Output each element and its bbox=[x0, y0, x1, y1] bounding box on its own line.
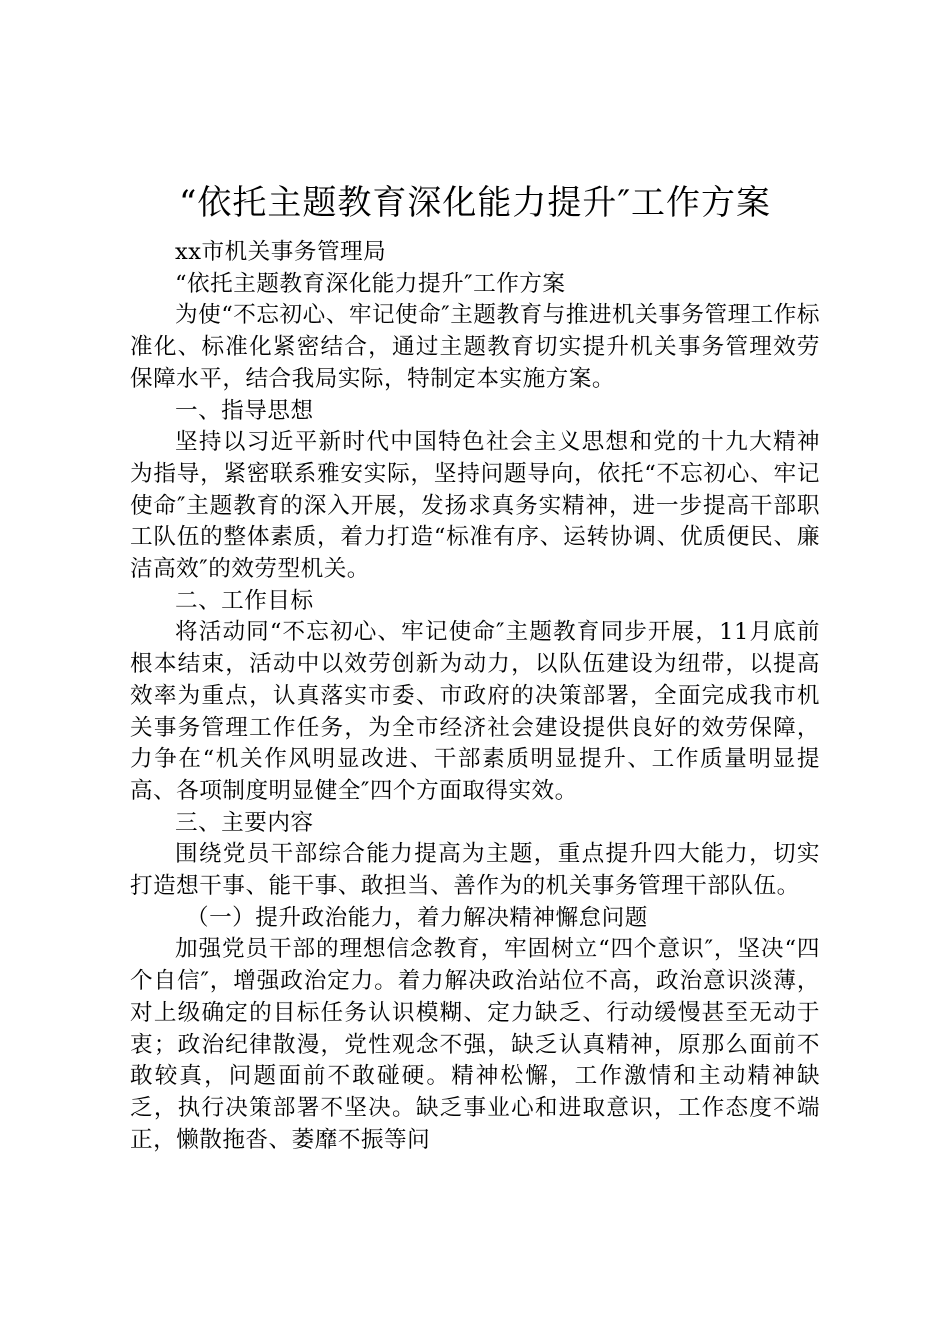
subsection-heading-political-ability: （一）提升政治能力，着力解决精神懈怠问题 bbox=[186, 904, 648, 931]
document-title: “依托主题教育深化能力提升″工作方案 bbox=[178, 183, 772, 223]
main-content-paragraph: 围绕党员干部综合能力提高为主题，重点提升四大能力，切实打造想干事、能干事、敢担当、善作为的机关事务管理干部队伍。 bbox=[130, 841, 820, 900]
guiding-ideology-paragraph: 坚持以习近平新时代中国特色社会主义思想和党的十九大精神为指导，紧密联系雅安实际，坚持问题导向，依托“不忘初心、牢记使命″主题教育的深入开展，发扬求真务实精神，进一步提高干部职工队伍的整体素质，着力打造“标准有序、运转协调、优质便民、廉洁高效″的效劳型机关。 bbox=[130, 429, 820, 583]
section-heading-guiding-ideology: 一、指导思想 bbox=[175, 397, 314, 424]
work-goals-paragraph: 将活动同“不忘初心、牢记使命″主题教育同步开展，11月底前根本结束，活动中以效劳创新为动力，以队伍建设为纽带，以提高效率为重点，认真落实市委、市政府的决策部署，全面完成我市机关事务管理工作任务，为全市经济社会建设提供良好的效劳保障，力争在“机关作风明显改进、干部素质明显提升、工作质量明显提高、各项制度明显健全″四个方面取得实效。 bbox=[130, 619, 820, 804]
section-heading-main-content: 三、主要内容 bbox=[175, 809, 314, 836]
intro-paragraph: 为使“不忘初心、牢记使命″主题教育与推进机关事务管理工作标准化、标准化紧密结合，通过主题教育切实提升机关事务管理效劳保障水平，结合我局实际，特制定本实施方案。 bbox=[130, 302, 820, 392]
section-heading-work-goals: 二、工作目标 bbox=[175, 587, 314, 614]
document-subtitle: “依托主题教育深化能力提升″工作方案 bbox=[175, 270, 566, 297]
document-body bbox=[130, 237, 820, 1156]
political-ability-paragraph: 加强党员干部的理想信念教育，牢固树立“四个意识″，坚决“四个自信″，增强政治定力。着力解决政治站位不高，政治意识淡薄，对上级确定的目标任务认识模糊、定力缺乏、行动缓慢甚至无动于衷；政治纪律散漫，党性观念不强，缺乏认真精神，原那么面前不敢较真，问题面前不敢碰硬。精神松懈，工作激情和主动精神缺乏，执行决策部署不坚决。缺乏事业心和进取意识，工作态度不端正，懒散拖沓、萎靡不振等问 bbox=[130, 936, 820, 1153]
issuing-organization: xx市机关事务管理局 bbox=[175, 239, 387, 265]
